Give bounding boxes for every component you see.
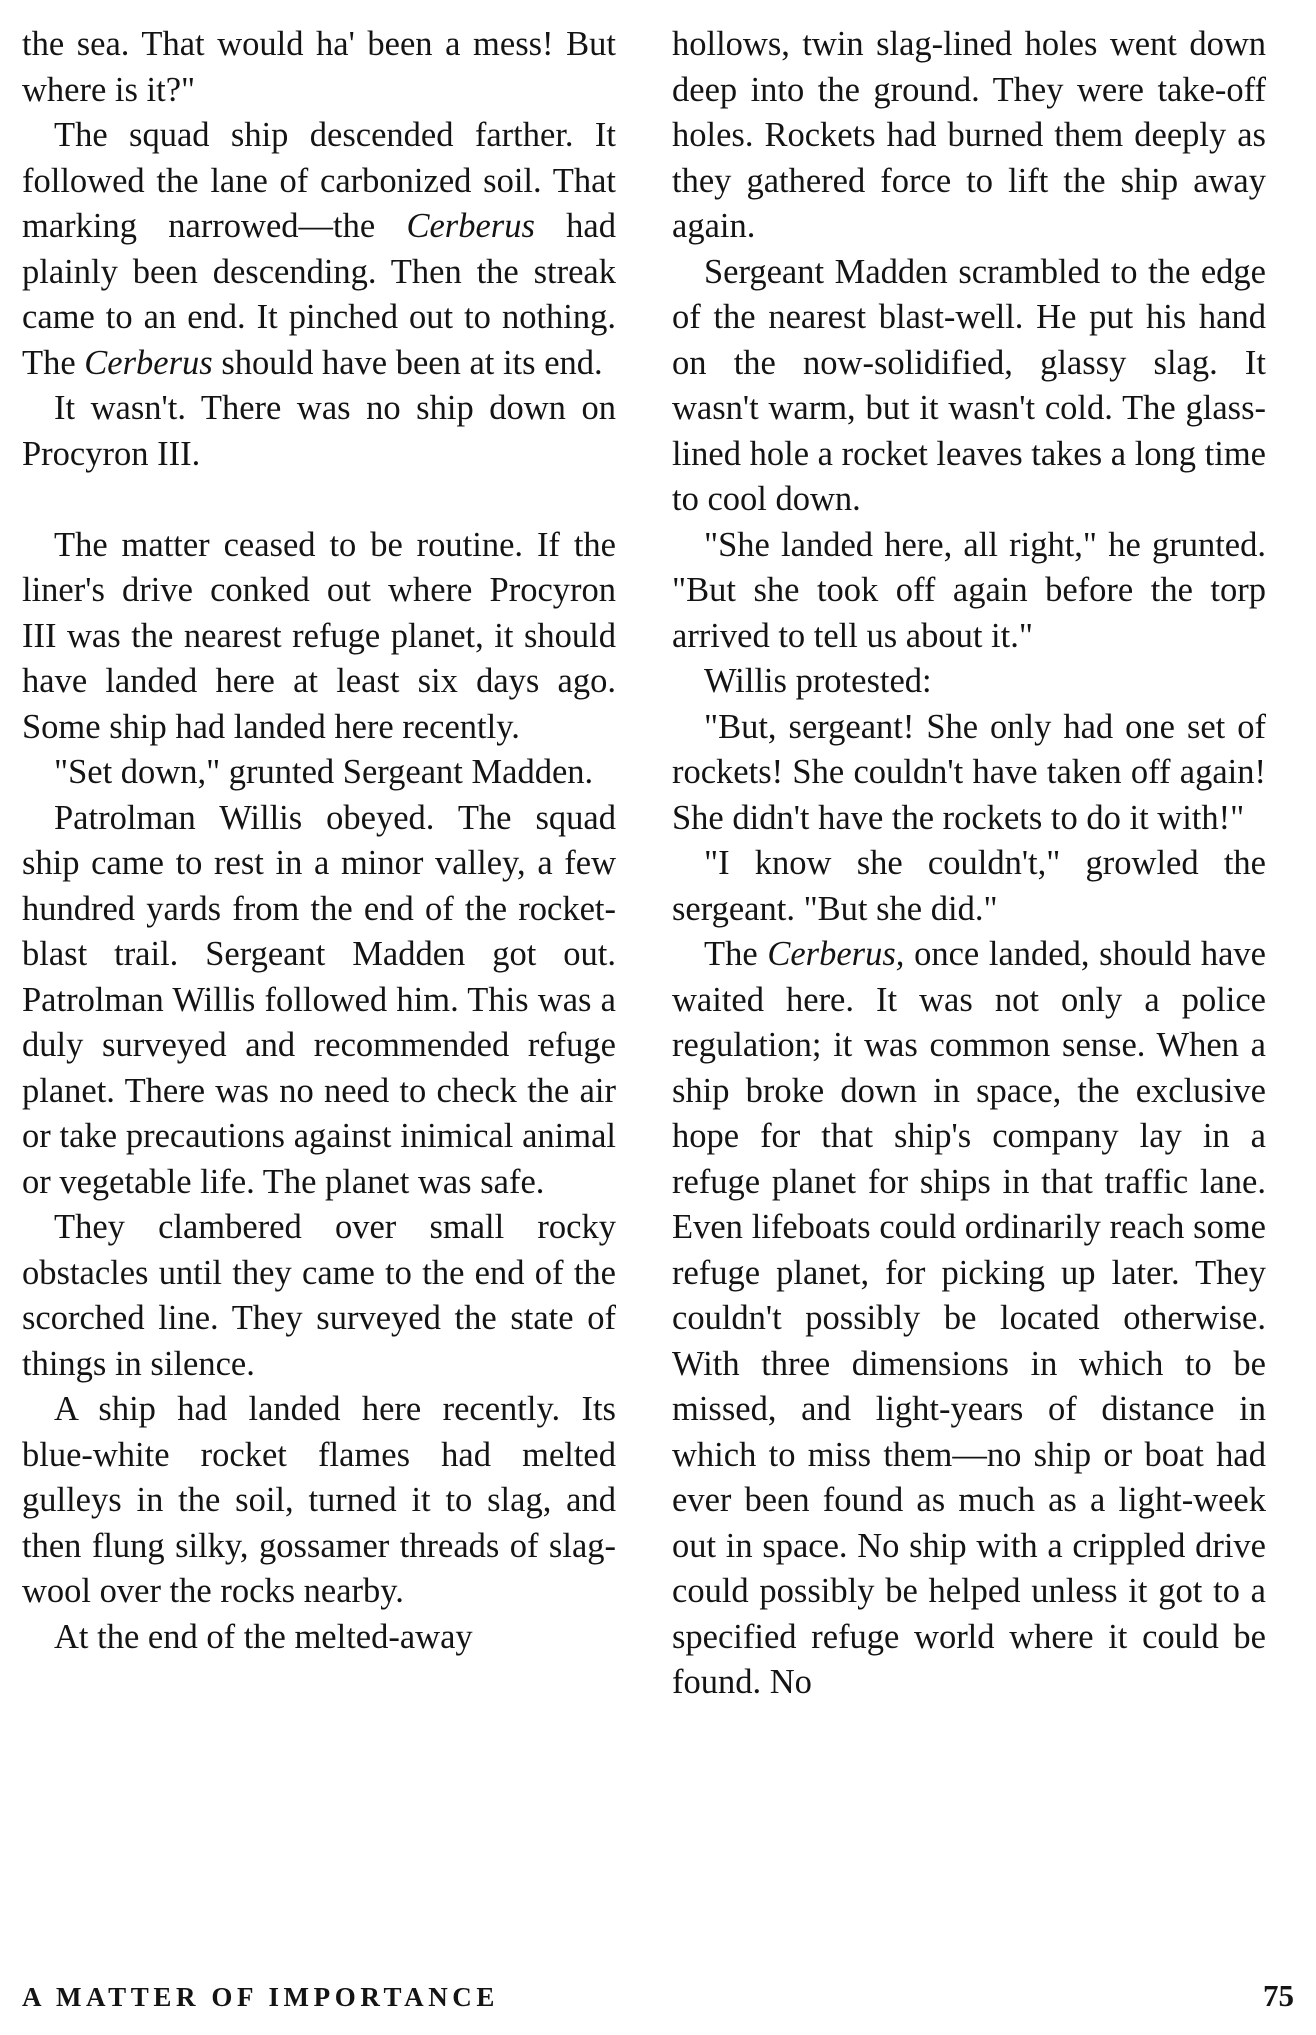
paragraph — [672, 705, 1266, 842]
paragraph — [22, 796, 616, 1206]
page-footer — [22, 1978, 1294, 2026]
page-number: 75 — [1263, 1978, 1294, 2013]
text-run: "Set down," grunted Sergeant Madden. — [54, 753, 594, 791]
running-title: A MATTER OF IMPORTANCE — [22, 1982, 499, 2012]
text-run: had plainly been descending. Then the streak came to an end. It pinched out to nothing. The — [22, 207, 616, 382]
paragraph — [672, 659, 1266, 705]
right-column — [672, 22, 1266, 1706]
paragraph — [22, 750, 616, 796]
paragraph — [22, 1615, 616, 1661]
paragraph — [22, 386, 616, 477]
text-run: the sea. That would ha' been a mess! But where is it?" — [22, 25, 616, 109]
text-run: Willis protested: — [704, 662, 932, 700]
text-run: "I know she couldn't," growled the sergeant. "But she did." — [672, 844, 1266, 928]
paragraph — [22, 1205, 616, 1387]
paragraph — [672, 841, 1266, 932]
paragraph — [672, 932, 1266, 1706]
paragraph — [22, 22, 616, 113]
text-run: once landed, should have waited here. It was not only a police regulation; it was common sense. When a ship broke down in space, the exclusive hope for that ship's company lay in a refuge planet for ships in that traffic lane. Even lifeboats could ordinarily reach some refuge planet, for picking up later. They couldn't possibly be located otherwise. With three dimensions in which to be missed, and light-years of distance in which to miss them—no ship or boat had ever been found as much as a light-week out in space. No ship with a crippled drive could possibly be helped unless it got to a specified refuge world where it could be found. No — [672, 935, 1266, 1701]
text-run: The — [704, 935, 768, 973]
paragraph — [22, 1387, 616, 1615]
italic-text: Cerberus — [406, 207, 535, 245]
paragraph — [672, 22, 1266, 250]
italic-text: Cerberus, — [767, 935, 905, 973]
text-run: Sergeant Madden scrambled to the edge of the nearest blast-well. He put his hand on the now-solidified, glassy slag. It wasn't warm, but it wasn't cold. The glass-lined hole a rocket leaves takes a long time to cool down. — [672, 252, 1266, 518]
text-run: The squad ship descended farther. It followed the lane of carbonized soil. That marking narrowed—the — [22, 116, 616, 245]
paragraph — [22, 113, 616, 386]
text-run: "She landed here, all right," he grunted. "But she took off again before the torp arrived to tell us about it." — [672, 525, 1266, 655]
paragraph — [672, 250, 1266, 523]
text-run: It wasn't. There was no ship down on Procyron III. — [22, 389, 616, 473]
text-run: At the end of the melted-away — [54, 1617, 473, 1656]
text-run: should have been at its end. — [212, 343, 603, 382]
text-run: Patrolman Willis obeyed. The squad ship came to rest in a minor valley, a few hundred yards from the end of the rocket-blast trail. Sergeant Madden got out. Patrolman Willis followed him. This was a duly surveyed and recommended refuge planet. There was no need to check the air or take precautions against inimical animal or vegetable life. The planet was safe. — [22, 798, 616, 1201]
text-run: hollows, twin slag-lined holes went down deep into the ground. They were take-off holes. Rockets had burned them deeply as they gathered force to lift the ship away again. — [672, 25, 1266, 245]
left-column — [22, 22, 616, 1660]
italic-text: Cerberus — [84, 343, 213, 382]
paragraph — [22, 523, 616, 751]
text-run: A ship had landed here recently. Its blue-white rocket flames had melted gulleys in the soil, turned it to slag, and then flung silky, gossamer threads of slag-wool over the rocks nearby. — [22, 1390, 616, 1610]
text-run: "But, sergeant! She only had one set of rockets! She couldn't have taken off again! She didn't have the rockets to do it with!" — [672, 707, 1266, 837]
paragraph — [672, 523, 1266, 660]
text-run: The matter ceased to be routine. If the liner's drive conked out where Procyron III was the nearest refuge planet, it should have landed here at least six days ago. Some ship had landed here recently. — [22, 525, 616, 746]
text-run: They clambered over small rocky obstacles until they came to the end of the scorched line. They surveyed the state of things in silence. — [22, 1208, 616, 1383]
